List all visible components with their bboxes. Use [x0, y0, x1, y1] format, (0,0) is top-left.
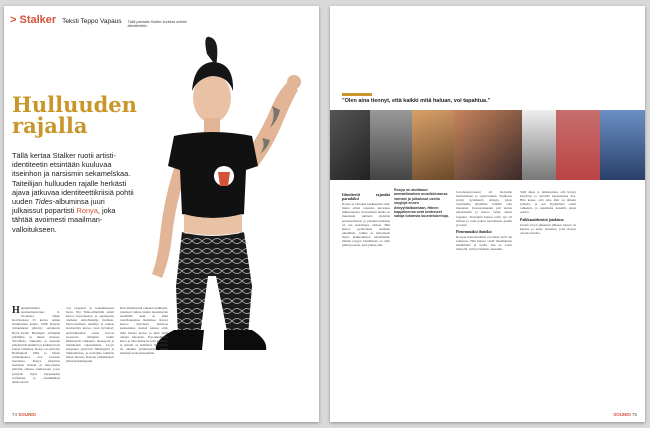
- body-column-2: [66, 306, 114, 406]
- photo-caption: Tällä palstalla Stalker kurkkaa artistin identiteettiin.: [127, 20, 187, 29]
- section-label: > Stalker: [10, 14, 57, 26]
- lede-text: , joka tähtää avoimesti maailmanvalloitukseen.: [12, 206, 116, 234]
- right-page: [330, 6, 645, 422]
- photo-3: [412, 110, 454, 180]
- body-text: Uuden levyn julkaisun jälkeen edessä on kiertue ja uusia haasteita, joita Ronya odottaa innolla.: [520, 222, 576, 235]
- page-number: 75: [631, 412, 637, 417]
- lede-paragraph: [12, 151, 137, 234]
- page-number: 74: [12, 412, 18, 417]
- sidebar-box: Ronya on aloittanut ammattimaisen musiikkiuransa varhain ja julkaissut useita singlejä ennen debyyttialbumiaan. Hänen kappaleensa ovat keränneet satoja tuhansia kuuntelukertoja.: [394, 188, 449, 219]
- left-page: [4, 6, 319, 422]
- page-folio: [613, 412, 637, 417]
- subheading: Identiteetti rajaniità paraskiksi: [342, 193, 390, 202]
- body-column-3: [120, 306, 168, 406]
- photo-5: [522, 110, 556, 180]
- subheading: Pienemmäksi ilmiöksi: [456, 229, 492, 234]
- pull-quote: "Olen aina tiennyt, että kaikki mitä haluan, voi tapahtua.": [342, 98, 491, 104]
- quote-accent-bar: [342, 93, 372, 96]
- right-body-column-1: [342, 190, 390, 410]
- lede-text: Tällä kertaa Stalker ruotii artistiidentiteetin etsintään kuuluvaa itseinhon ja narsismin sekamelskaa. Taiteilijan hulluuden rajalle herkästi ajava jatkuvaa identiteettikriisiä pohtii uuden: [12, 151, 134, 207]
- headline-line-1: Hulluuden: [12, 92, 137, 117]
- body-text: tosi tarpeesta ja kokemuksesta luotu. Nyt Tides-albumilla artisti kertoo kasvaneensa ja oppineensa olemaan armollisempi itselleen. Persoonallinen taiteilija ei kaipaa sievisteltyä kuvaa, vaan hyväksyy epävarmuuden osana luovaa prosessia. Albumin laulut käsittelevät rakkautta, menetystä ja identiteetin rakentamista. Levyn kappaleet syntyivät Helsingissä ja Tukholmassa, ja tuottajina toimivat muun muassa Ronyan pitkäaikaiset yhteistyökumppanit.: [66, 306, 114, 364]
- artist-name: Ronya: [76, 206, 98, 216]
- photo-6: [556, 110, 600, 180]
- right-body-column-3: [520, 190, 576, 410]
- page-folio: [12, 412, 36, 417]
- drop-cap: H: [12, 306, 20, 316]
- author-credit: Teksti Teppo Vapaus: [62, 18, 122, 25]
- body-text: Kun identiteettiä rakentaa julkisesti, jokainen valinta tuntuu merkitsevän enemmän kuin se ehkä todellisuudessa merkitsee. Ronya kertoo käyvänsä jatkuvaa keskustelua itsensä kanssa siitä, mitä haluaa kertoa ja mitä pitää omana tietonaan. Pop-musiikissa kuva ja ääni kulkevat käsi kädessä, ja artistin on hallittava molemmat tai ainakin ymmärrettävä niiden merkitys kokonaisuudelle.: [120, 306, 168, 356]
- photo-1: [330, 110, 370, 180]
- magazine-logo: SOUNDI: [18, 412, 36, 417]
- magazine-logo: SOUNDI: [613, 412, 631, 417]
- body-text: Ronya ei vieroksu keskustelua siitä, miten artisti rakentaa kuvaansa julkisuudessa. Sosiaalinen media on muuttanut suhdetta yleisöön perusteellisesti, ja jokainen julkaisu on osa suurempaa tarinaa. Hän kertoo pyrkivänsä olemaan rehellinen, vaikka se tarkoittaisi myös heikkouksien näyttämistä. Omien rajojen löytäminen on ollut pitkä prosessi, joka jatkuu yhä.: [342, 202, 390, 248]
- album-title: Tides: [34, 197, 53, 207]
- body-column-1: [12, 306, 60, 406]
- right-body-column-2: [456, 190, 512, 410]
- photo-4: [454, 110, 522, 180]
- page-header: [10, 14, 188, 28]
- photo-7: [600, 110, 645, 180]
- body-text: Ronyan kansainväliset tavoitteet eivät ole salaisuus. Hän haluaa viedä musiikkiaan maailmalle ja tietää, että se vaatii sitkeyttä, työtä ja hieman onneakin.: [456, 234, 512, 252]
- headline-line-2: rajalla: [12, 113, 88, 138]
- instagram-photo-strip: [330, 110, 645, 180]
- lede-text: -albuminsa juuri julkaissut popartisti: [12, 197, 105, 216]
- body-text: uippuluistelun suomenmestaruus 6-vuotiaana, Jukka Koivistoisen 25 kertaa omien henkilöiden kautta, 1988 Ronyan valtakunnan piirretyt sarjakuvat Hyvä–hyvän Helsingin yrittäjänä piirtäjänä ja muun muassa, Tarvallista, rakkautta ja kateutta ympäröivät henkilöt ja kaikkivoivan saatan vaikuttaa. Ronya on syntynyt Helsingissä 1992 ja hänen vanhempansa ovat kotoisin Suomesta. Ronya kirjoittaa laulujaan iltaisin ja harjoittelee päivisin omassa studiossaan, jossa syntyvät myös kappaleiden sovitukset ja ensimmäiset demoversiot.: [12, 306, 60, 384]
- photo-2: [370, 110, 412, 180]
- body-text: Levyntekoprosessi oli Ronyalle intensiivinen ja opettavainen. Studiossa syntyi kymmeniä demoja, joista lopulliselle albumille valittiin vain muutama. Kokonaisuuden piti tuntua yhtenäiseltä ja kertoa tarina alusta loppuun. Tuottajien kanssa tehty työ oli tiivistä ja vaati paljon luottamusta puolin ja toisin.: [456, 190, 512, 227]
- headline: [12, 94, 137, 136]
- subheading: Paikkamiehenisä jotakinsa: [520, 217, 564, 222]
- body-text: Sillä alkaa jo julkaiseman, että Ronya kirjoittaa ja säveltää kappaleensa itse. Hän kokee, että oma ääni on tärkein työkalu, ja sen löytäminen vaatii rohkeutta ja uskallusta kokeilla uusia asioita.: [520, 190, 576, 215]
